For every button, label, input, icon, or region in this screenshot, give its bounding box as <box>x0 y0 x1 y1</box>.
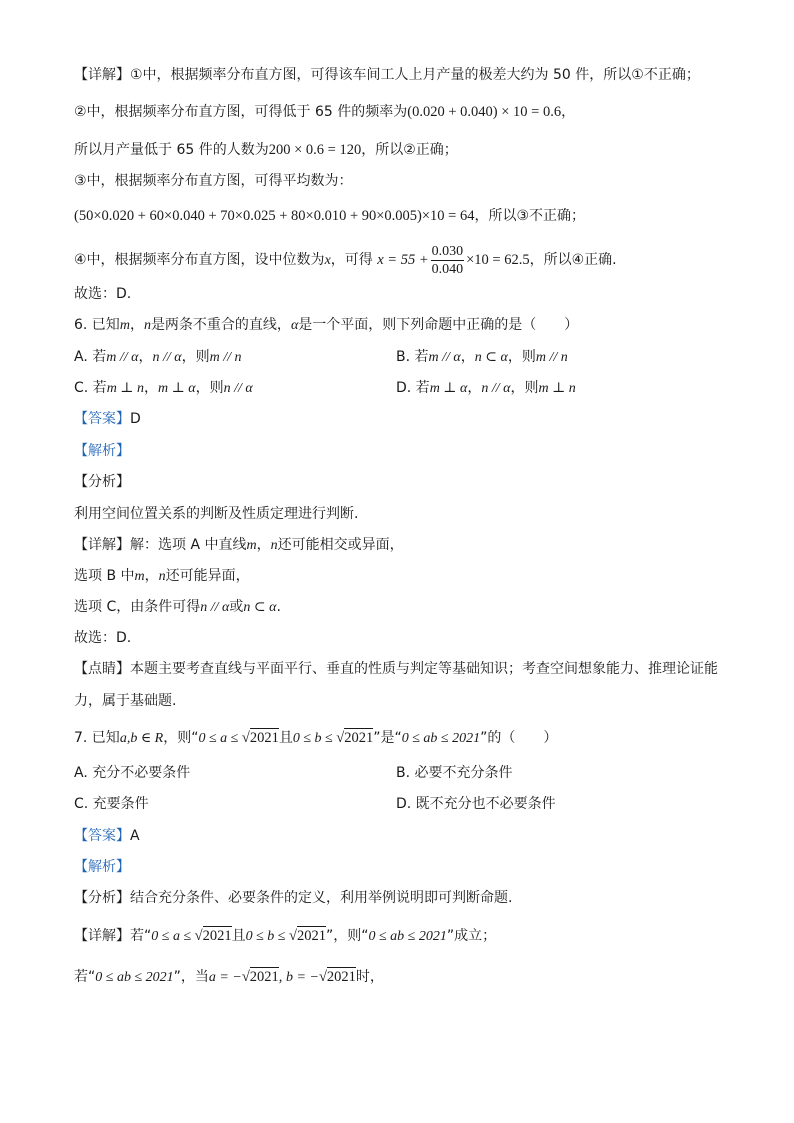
text: 且 <box>231 928 246 944</box>
detail-q5-line3 <box>74 140 458 160</box>
q6-option-b <box>396 347 568 368</box>
answer-tag: 【答案】 <box>74 411 130 427</box>
text: 所以月产量低于 65 件的人数为 <box>74 142 269 158</box>
text: ，所以④正确. <box>529 252 617 268</box>
text: ， <box>129 317 144 333</box>
text: ， <box>138 349 153 365</box>
text: ，则“ <box>163 730 199 746</box>
q7-option-c <box>74 794 149 814</box>
q6-option-c <box>74 378 253 399</box>
q6-fenxi <box>74 504 358 524</box>
formula: 0 ≤ ab ≤ 2021 <box>401 731 481 746</box>
formula: m // n <box>535 350 568 365</box>
text: 且 <box>278 730 293 746</box>
q6-choose <box>74 628 131 648</box>
question-6-stem <box>74 315 578 336</box>
formula: n // α <box>223 381 253 396</box>
text: 故选：D. <box>74 630 132 646</box>
text: ②中，根据频率分布直方图，可得低于 65 件的频率为 <box>74 104 408 120</box>
text: ， <box>561 104 576 120</box>
detail-q5-line4 <box>74 171 353 191</box>
text: C. 若 <box>74 380 107 396</box>
text: ”，则“ <box>325 928 369 944</box>
text: B. 若 <box>396 349 429 365</box>
text: 时， <box>355 969 384 985</box>
formula: n ⊂ α <box>243 600 277 615</box>
q6-option-a <box>74 347 242 368</box>
text: 【分析】 <box>74 474 130 490</box>
formula: 0 ≤ b ≤ <box>245 929 289 944</box>
variable: m <box>134 569 145 584</box>
text: C. 充要条件 <box>74 796 149 812</box>
formula: n ⊂ α <box>474 350 508 365</box>
q7-fenxi <box>74 888 512 908</box>
q7-option-d <box>396 794 556 814</box>
sqrt-symbol: √ <box>336 730 345 746</box>
variable: n <box>143 318 151 333</box>
text: ，可得 <box>330 252 373 268</box>
formula: m ⊥ α <box>157 381 196 396</box>
text: . <box>276 599 281 615</box>
text: 【点睛】本题主要考查直线与平面平行、垂直的性质与判定等基础知识；考查空间想象能力、推理论证能 <box>74 661 718 677</box>
variable: n <box>158 569 166 584</box>
text: 还可能异面， <box>165 568 250 584</box>
formula: 0 ≤ a ≤ <box>198 731 242 746</box>
text: D. 若 <box>396 380 430 396</box>
text: 是一个平面，则下列命题中正确的是（ ） <box>298 317 579 333</box>
detail-q5-line2 <box>74 102 575 122</box>
answer-value: D <box>130 411 141 427</box>
question-7-stem <box>74 726 557 751</box>
text: ，则 <box>195 380 224 396</box>
formula: m ⊥ n <box>538 381 576 396</box>
text: D. 既不充分也不必要条件 <box>396 796 556 812</box>
radicand: 2021 <box>202 928 232 944</box>
text: 故选：D. <box>74 286 132 302</box>
text: 或 <box>229 599 244 615</box>
radicand: 2021 <box>296 928 326 944</box>
text: 选项 C，由条件可得 <box>74 599 201 615</box>
formula: (0.020 + 0.040) × 10 = 0.6 <box>407 104 562 120</box>
detail-q5-line5 <box>74 206 585 226</box>
text: 【详解】解：选项 A 中直线 <box>74 537 247 553</box>
text: 若“ <box>74 969 96 985</box>
text: A. 充分不必要条件 <box>74 765 191 781</box>
formula: 0 ≤ b ≤ <box>292 731 337 746</box>
text: 【详解】①中，根据频率分布直方图，可得该车间工人上月产量的极差大约为 50 件，所以①不正确； <box>74 67 700 83</box>
answer-tag: 【答案】 <box>74 828 130 844</box>
text: ，则 <box>181 349 210 365</box>
radicand: 2021 <box>249 969 279 985</box>
text: 【分析】结合充分条件、必要条件的定义，利用举例说明即可判断命题. <box>74 890 513 906</box>
q6-dianjing-2 <box>74 691 176 711</box>
text: 6. 已知 <box>74 317 120 333</box>
variable: m <box>119 318 130 333</box>
formula: (50×0.020 + 60×0.040 + 70×0.025 + 80×0.010 + 90×0.005)×10 = 64 <box>74 208 475 224</box>
formula: a = − <box>208 970 242 985</box>
q6-detail-2 <box>74 566 250 587</box>
text: B. 必要不充分条件 <box>396 765 513 781</box>
formula: 200 × 0.6 = 120 <box>268 142 362 158</box>
q6-detail-1 <box>74 535 404 556</box>
formula: m ⊥ n <box>106 381 144 396</box>
formula: a,b ∈ R <box>119 731 164 746</box>
q6-dianjing-1 <box>74 659 718 679</box>
formula: n // α <box>200 600 230 615</box>
text: ，所以②正确； <box>361 142 458 158</box>
radicand: 2021 <box>249 730 279 746</box>
formula: 0 ≤ a ≤ <box>151 929 195 944</box>
formula: n // α <box>481 381 511 396</box>
formula: 0 ≤ ab ≤ 2021 <box>95 970 174 985</box>
text: 力，属于基础题. <box>74 693 177 709</box>
text: ，所以③不正确； <box>474 208 586 224</box>
formula: x = 55 + <box>377 252 429 268</box>
q7-detail-1 <box>74 924 496 949</box>
text: ， <box>460 349 475 365</box>
variable: n <box>270 538 278 553</box>
text: ， <box>144 568 159 584</box>
formula: m ⊥ α <box>429 381 468 396</box>
variable: x <box>324 253 331 268</box>
text: ③中，根据频率分布直方图，可得平均数为： <box>74 173 353 189</box>
denominator: 0.040 <box>431 261 464 277</box>
text: ， <box>467 380 482 396</box>
detail-q5-line6 <box>74 240 617 281</box>
variable: α <box>290 318 299 333</box>
text: 是两条不重合的直线， <box>150 317 291 333</box>
formula: m // α <box>428 350 461 365</box>
q7-answer <box>74 826 140 846</box>
answer-value: A <box>130 828 140 844</box>
radicand: 2021 <box>344 730 374 746</box>
sqrt-symbol: √ <box>288 928 297 944</box>
text: ， <box>256 537 271 553</box>
text: 利用空间位置关系的判断及性质定理进行判断. <box>74 506 359 522</box>
q6-fenxi-tag <box>74 472 130 492</box>
formula: 0 ≤ ab ≤ 2021 <box>368 929 447 944</box>
radicand: 2021 <box>326 969 356 985</box>
detail-q5-conclusion <box>74 284 131 304</box>
text: ，则 <box>507 349 536 365</box>
q7-option-a <box>74 763 190 783</box>
sqrt-symbol: √ <box>194 928 203 944</box>
q7-option-b <box>396 763 513 783</box>
sqrt-symbol: √ <box>241 969 250 985</box>
q7-analysis-tag <box>74 857 130 877</box>
text: ④中，根据频率分布直方图，设中位数为 <box>74 252 325 268</box>
sqrt-symbol: √ <box>318 969 327 985</box>
q6-answer <box>74 409 141 429</box>
text: ，则 <box>510 380 539 396</box>
text: ”，当 <box>173 969 209 985</box>
text: 还可能相交或异面， <box>277 537 404 553</box>
analysis-tag: 【解析】 <box>74 443 130 459</box>
text: 7. 已知 <box>74 730 120 746</box>
q6-detail-3 <box>74 597 281 618</box>
text: ”的（ ） <box>480 730 558 746</box>
detail-q5-line1 <box>74 65 700 85</box>
text: 【详解】若“ <box>74 928 152 944</box>
sqrt-symbol: √ <box>241 730 250 746</box>
formula: ×10 = 62.5 <box>466 252 530 268</box>
text: 选项 B 中 <box>74 568 135 584</box>
variable: m <box>246 538 257 553</box>
formula: b = − <box>286 970 319 985</box>
numerator: 0.030 <box>431 243 464 259</box>
formula: m // α <box>106 350 139 365</box>
formula: n // α <box>152 350 182 365</box>
q7-detail-2 <box>74 965 384 990</box>
formula: m // n <box>209 350 242 365</box>
text: ， <box>143 380 158 396</box>
text: A. 若 <box>74 349 107 365</box>
analysis-tag: 【解析】 <box>74 859 130 875</box>
text: ”是“ <box>373 730 402 746</box>
text: , <box>278 969 287 985</box>
q6-option-d <box>396 378 576 399</box>
q6-analysis-tag <box>74 441 130 461</box>
fraction <box>431 243 465 278</box>
text: ”成立； <box>446 928 497 944</box>
